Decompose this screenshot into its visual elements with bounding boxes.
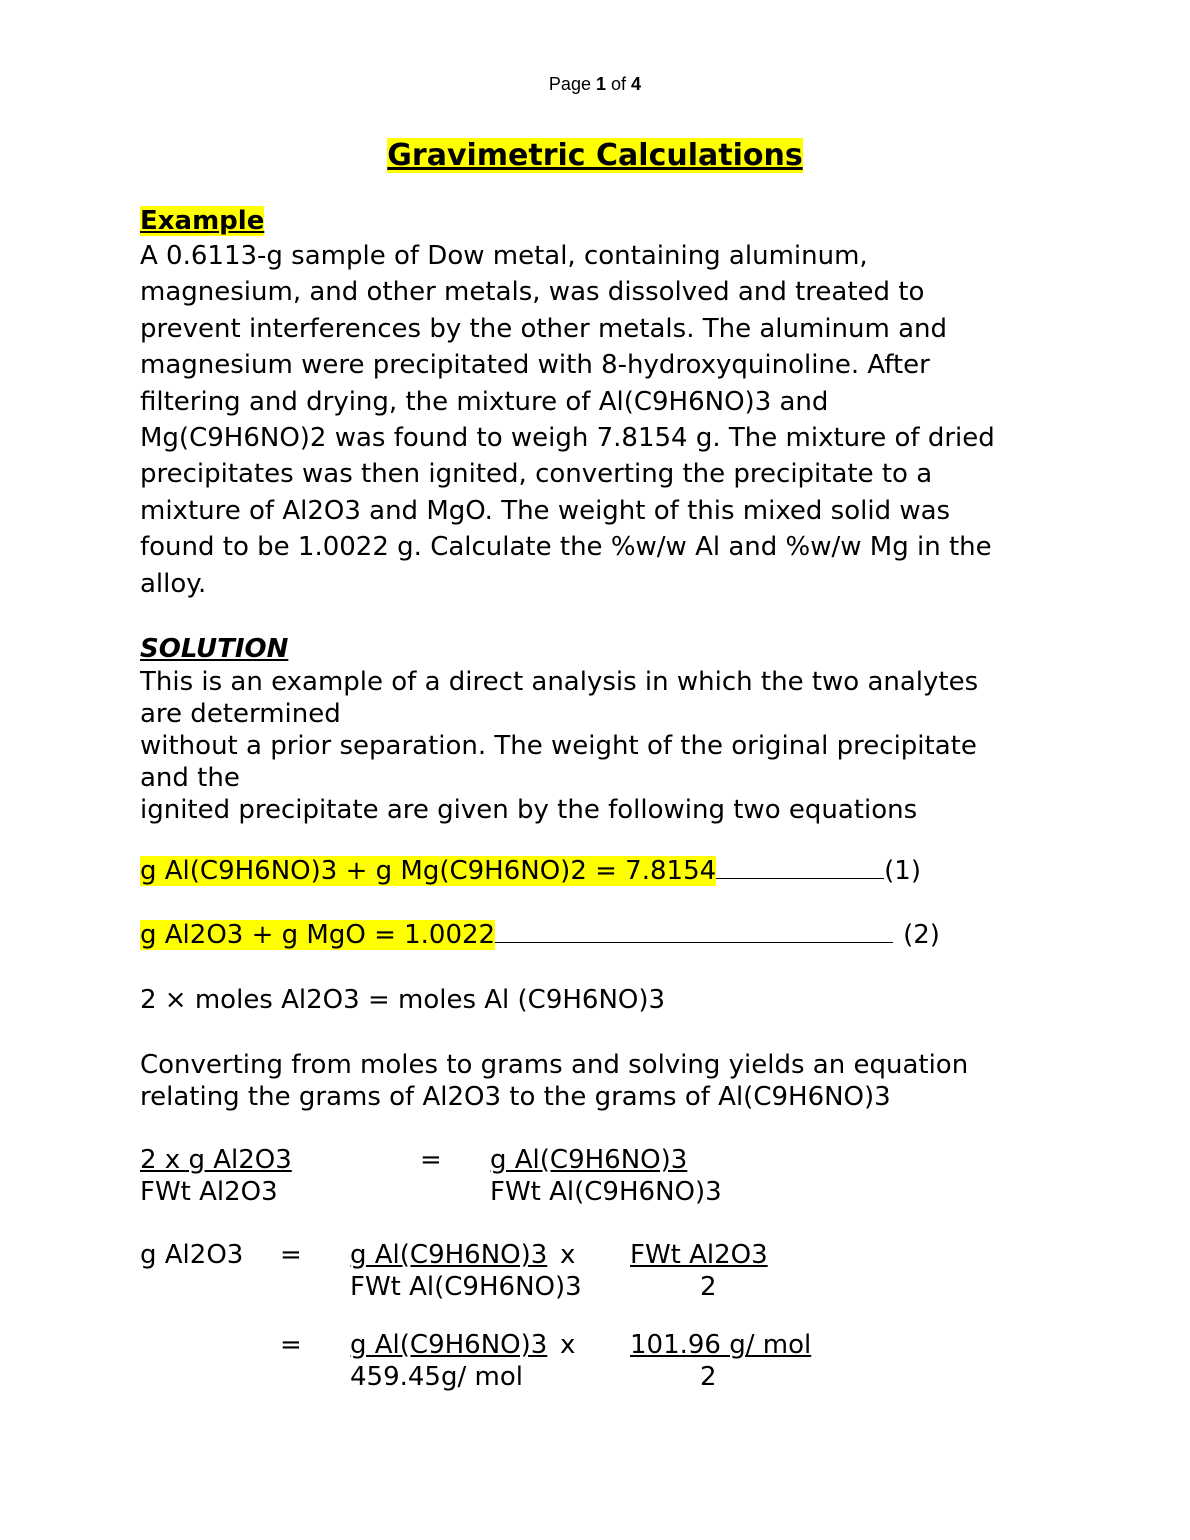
fraction1-left-denominator: FWt Al2O3 xyxy=(140,1177,278,1207)
equation-1 xyxy=(140,856,921,886)
fraction2-denominator-2: 2 xyxy=(700,1272,717,1302)
fraction3-times: x xyxy=(560,1330,576,1360)
conversion-line-2: relating the grams of Al2O3 to the grams of Al(C9H6NO)3 xyxy=(140,1082,891,1112)
fraction1-equals: = xyxy=(420,1145,442,1175)
example-line: filtering and drying, the mixture of Al(C9H6NO)3 and xyxy=(140,386,829,417)
equation-1-blank xyxy=(716,856,884,879)
solution-paragraph xyxy=(140,666,978,826)
example-heading-text: Example xyxy=(140,206,265,236)
example-line: found to be 1.0022 g. Calculate the %w/w Al and %w/w Mg in the xyxy=(140,532,992,563)
example-paragraph xyxy=(140,238,1050,602)
fraction3-numerator-2: 101.96 g/ mol xyxy=(630,1330,812,1360)
example-line: precipitates was then ignited, converting the precipitate to a xyxy=(140,459,933,490)
example-line: mixture of Al2O3 and MgO. The weight of this mixed solid was xyxy=(140,495,951,526)
fraction1-right-numerator: g Al(C9H6NO)3 xyxy=(490,1145,688,1175)
fraction1-left-numerator: 2 x g Al2O3 xyxy=(140,1145,292,1175)
example-line: A 0.6113-g sample of Dow metal, containing aluminum, xyxy=(140,241,868,271)
fraction3-denominator-2: 2 xyxy=(700,1362,717,1392)
fraction2-lhs: g Al2O3 xyxy=(140,1240,244,1270)
fraction2-numerator-1: g Al(C9H6NO)3 xyxy=(350,1240,548,1270)
solution-heading: SOLUTION xyxy=(140,634,289,664)
example-line: magnesium were precipitated with 8-hydroxyquinoline. After xyxy=(140,350,930,381)
solution-line: and the xyxy=(140,763,240,793)
fraction1-right-denominator: FWt Al(C9H6NO)3 xyxy=(490,1177,722,1207)
example-line: Mg(C9H6NO)2 was found to weigh 7.8154 g. The mixture of dried xyxy=(140,422,995,453)
equation-1-text: g Al(C9H6NO)3 + g Mg(C9H6NO)2 = 7.8154 xyxy=(140,856,717,886)
moles-relation: 2 × moles Al2O3 = moles Al (C9H6NO)3 xyxy=(140,985,666,1015)
fraction3-denominator-1: 459.45g/ mol xyxy=(350,1362,523,1392)
equation-2-text: g Al2O3 + g MgO = 1.0022 xyxy=(140,920,496,950)
page-current: 1 xyxy=(595,74,606,94)
equation-1-number: (1) xyxy=(884,856,921,886)
solution-line: without a prior separation. The weight of the original precipitate xyxy=(140,731,977,761)
example-line: magnesium, and other metals, was dissolved and treated to xyxy=(140,277,925,308)
document-title xyxy=(0,138,1190,173)
example-line: alloy. xyxy=(140,568,207,599)
fraction2-times: x xyxy=(560,1240,576,1270)
equation-2-blank xyxy=(495,920,893,943)
equation-2-number: (2) xyxy=(903,920,940,950)
page-indicator xyxy=(0,74,1190,95)
page-of: of xyxy=(611,74,627,94)
solution-line: This is an example of a direct analysis in which the two analytes xyxy=(140,667,979,697)
solution-line: are determined xyxy=(140,699,341,729)
example-heading xyxy=(140,206,264,236)
page-total: 4 xyxy=(631,74,642,94)
fraction2-equals: = xyxy=(280,1240,302,1270)
example-line: prevent interferences by the other metals. The aluminum and xyxy=(140,313,948,344)
conversion-line-1: Converting from moles to grams and solving yields an equation xyxy=(140,1050,969,1080)
fraction3-numerator-1: g Al(C9H6NO)3 xyxy=(350,1330,548,1360)
fraction3-equals: = xyxy=(280,1330,302,1360)
equation-2 xyxy=(140,920,940,950)
title-text: Gravimetric Calculations xyxy=(387,138,803,173)
fraction2-numerator-2: FWt Al2O3 xyxy=(630,1240,768,1270)
solution-line: ignited precipitate are given by the following two equations xyxy=(140,795,918,825)
fraction2-denominator-1: FWt Al(C9H6NO)3 xyxy=(350,1272,582,1302)
page-prefix: Page xyxy=(548,74,591,94)
